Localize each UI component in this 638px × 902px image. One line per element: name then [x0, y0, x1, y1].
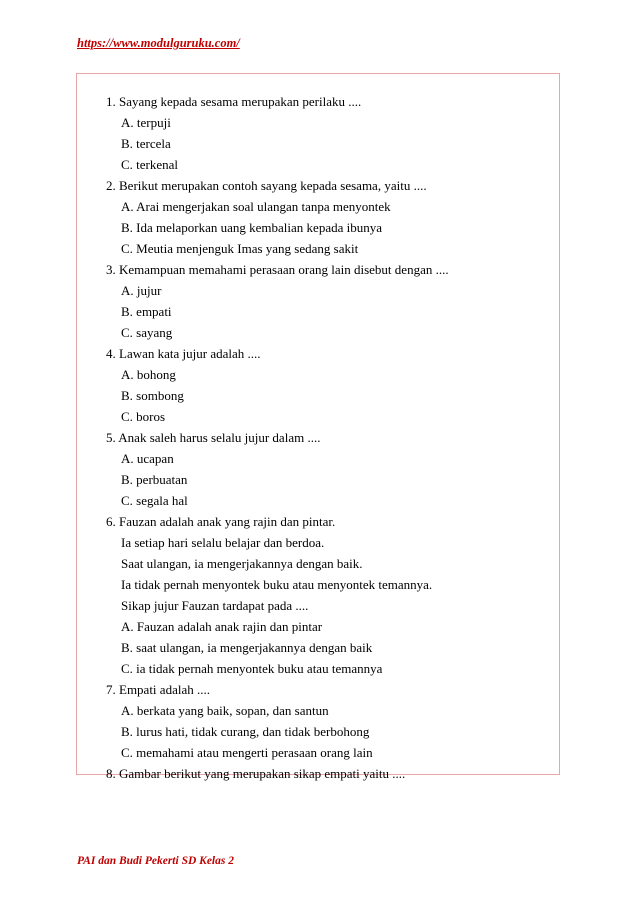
- q6-prompt: Sikap jujur Fauzan tardapat pada ....: [121, 598, 309, 613]
- q5-option-c: C. segala hal: [121, 493, 188, 508]
- q4-option-c: C. boros: [121, 409, 166, 424]
- q3-option-a: A. jujur: [121, 283, 162, 298]
- q1-option-c: C. terkenal: [121, 157, 179, 172]
- q6-passage-line: Ia tidak pernah menyontek buku atau menyontek temannya.: [121, 577, 433, 592]
- q5-option-a: A. ucapan: [121, 451, 174, 466]
- question-4: 4. Lawan kata jujur adalah ....: [106, 346, 261, 361]
- question-7: 7. Empati adalah ....: [106, 682, 210, 697]
- q7-option-c: C. memahami atau mengerti perasaan orang lain: [121, 745, 373, 760]
- question-1: 1. Sayang kepada sesama merupakan perilaku ....: [106, 94, 362, 109]
- q2-option-c: C. Meutia menjenguk Imas yang sedang sakit: [121, 241, 359, 256]
- q6-option-a: A. Fauzan adalah anak rajin dan pintar: [121, 619, 323, 634]
- q5-option-b: B. perbuatan: [121, 472, 188, 487]
- q2-option-a: A. Arai mengerjakan soal ulangan tanpa menyontek: [121, 199, 391, 214]
- q1-option-a: A. terpuji: [121, 115, 171, 130]
- q4-option-a: A. bohong: [121, 367, 176, 382]
- q6-passage-line: Ia setiap hari selalu belajar dan berdoa.: [121, 535, 325, 550]
- q2-option-b: B. Ida melaporkan uang kembalian kepada ibunya: [121, 220, 382, 235]
- header-url-link[interactable]: https://www.modulguruku.com/: [77, 36, 240, 50]
- question-6: 6. Fauzan adalah anak yang rajin dan pintar.: [106, 514, 336, 529]
- q1-option-b: B. tercela: [121, 136, 171, 151]
- q3-option-c: C. sayang: [121, 325, 173, 340]
- q3-option-b: B. empati: [121, 304, 172, 319]
- question-8: 8. Gambar berikut yang merupakan sikap empati yaitu ....: [106, 766, 406, 781]
- footer-title: PAI dan Budi Pekerti SD Kelas 2: [77, 855, 234, 867]
- question-5: 5. Anak saleh harus selalu jujur dalam ....: [106, 430, 321, 445]
- q7-option-a: A. berkata yang baik, sopan, dan santun: [121, 703, 329, 718]
- q7-option-b: B. lurus hati, tidak curang, dan tidak berbohong: [121, 724, 370, 739]
- question-2: 2. Berikut merupakan contoh sayang kepada sesama, yaitu ....: [106, 178, 427, 193]
- question-3: 3. Kemampuan memahami perasaan orang lain disebut dengan ....: [106, 262, 449, 277]
- q6-option-b: B. saat ulangan, ia mengerjakannya dengan baik: [121, 640, 373, 655]
- q4-option-b: B. sombong: [121, 388, 184, 403]
- q6-option-c: C. ia tidak pernah menyontek buku atau temannya: [121, 661, 383, 676]
- q6-passage-line: Saat ulangan, ia mengerjakannya dengan baik.: [121, 556, 363, 571]
